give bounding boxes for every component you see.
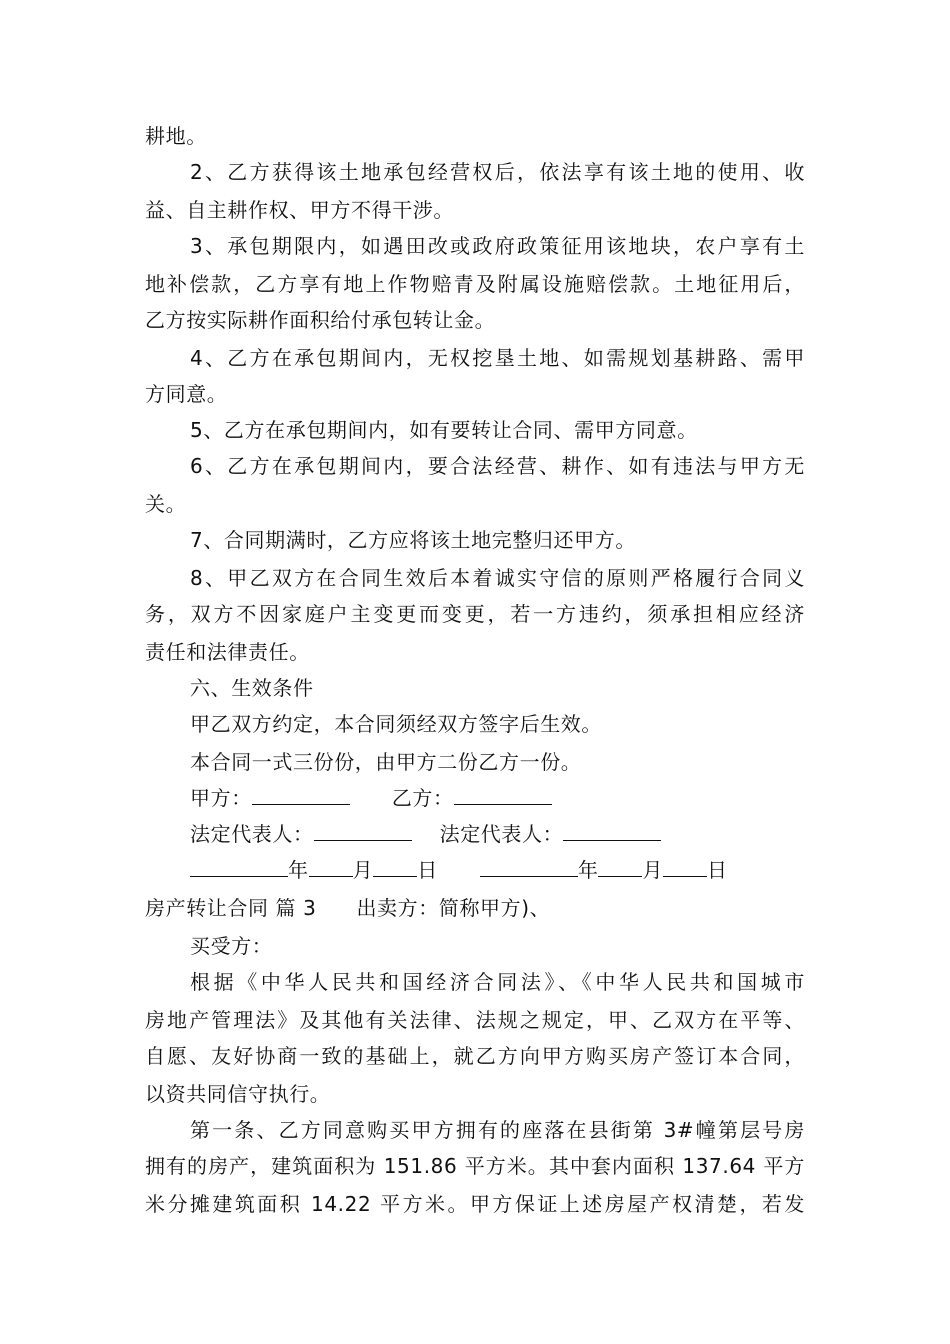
paragraph-line: 房地产管理法》及其他有关法律、法规之规定，甲、乙双方在平等、 <box>145 1008 805 1032</box>
paragraph-line: 本合同一式三份份，由甲方二份乙方一份。 <box>190 750 582 774</box>
day-b-label: 日 <box>707 858 728 882</box>
paragraph-line: 自愿、友好协商一致的基础上，就乙方向甲方购买房产签订本合同， <box>145 1044 805 1068</box>
year-a-blank <box>190 858 288 877</box>
signature-row-dates <box>190 856 728 884</box>
buyer-label: 买受方： <box>190 934 273 958</box>
contract-title-row <box>145 894 550 922</box>
paragraph-line: 3、承包期限内，如遇田改或政府政策征用该地块，农户享有土 <box>190 234 805 258</box>
paragraph-line: 8、甲乙双方在合同生效后本着诚实守信的原则严格履行合同义 <box>190 566 805 590</box>
month-a-label: 月 <box>352 858 374 882</box>
paragraph-line: 6、乙方在承包期间内，要合法经营、耕作、如有违法与甲方无 <box>190 454 805 478</box>
rep-b-blank <box>563 822 661 841</box>
day-a-label: 日 <box>417 858 438 882</box>
paragraph-line: 拥有的房产，建筑面积为 151.86 平方米。其中套内面积 137.64 平方 <box>145 1154 805 1178</box>
rep-a-blank <box>314 822 412 841</box>
paragraph-line: 4、乙方在承包期间内，无权挖垦土地、如需规划基耕路、需甲 <box>190 346 805 370</box>
paragraph-line: 2、乙方获得该土地承包经营权后，依法享有该土地的使用、收 <box>190 160 805 184</box>
paragraph-line: 乙方按实际耕作面积给付承包转让金。 <box>145 308 496 332</box>
year-a-label: 年 <box>288 858 309 882</box>
rep-b-label: 法定代表人： <box>439 822 564 846</box>
month-b-blank <box>598 858 642 877</box>
rep-a-label: 法定代表人： <box>190 822 314 846</box>
paragraph-line: 以资共同信守执行。 <box>145 1082 331 1106</box>
contract-title: 房产转让合同 篇 3 <box>145 896 317 920</box>
section-heading: 六、生效条件 <box>190 676 314 700</box>
paragraph-line: 方同意。 <box>145 382 228 406</box>
paragraph-line: 米分摊建筑面积 14.22 平方米。甲方保证上述房屋产权清楚，若发 <box>145 1192 805 1216</box>
seller-label: 出卖方：简称甲方)、 <box>356 896 551 920</box>
month-a-blank <box>309 858 353 877</box>
paragraph-line: 第一条、乙方同意购买甲方拥有的座落在县街第 3#幢第层号房 <box>190 1118 805 1142</box>
month-b-label: 月 <box>642 858 664 882</box>
paragraph-line: 益、自主耕作权、甲方不得干涉。 <box>145 198 454 222</box>
party-a-blank <box>252 786 350 805</box>
paragraph-line: 根据《中华人民共和国经济合同法》、《中华人民共和国城市 <box>190 970 805 994</box>
signature-row-parties <box>190 784 552 812</box>
paragraph-line: 5、乙方在承包期间内，如有要转让合同、需甲方同意。 <box>190 418 698 442</box>
day-a-blank <box>373 858 417 877</box>
paragraph-line: 责任和法律责任。 <box>145 640 310 664</box>
party-b-blank <box>454 786 552 805</box>
day-b-blank <box>663 858 707 877</box>
party-a-label: 甲方： <box>190 786 252 810</box>
paragraph-line: 甲乙双方约定，本合同须经双方签字后生效。 <box>190 712 602 736</box>
paragraph-line: 耕地。 <box>145 124 207 148</box>
party-b-label: 乙方： <box>391 786 454 810</box>
paragraph-line: 地补偿款，乙方享有地上作物赔青及附属设施赔偿款。土地征用后， <box>145 272 805 296</box>
year-b-blank <box>480 858 578 877</box>
paragraph-line: 7、合同期满时，乙方应将该土地完整归还甲方。 <box>190 528 636 552</box>
signature-row-representatives <box>190 820 661 848</box>
paragraph-line: 务，双方不因家庭户主变更而变更，若一方违约，须承担相应经济 <box>145 602 805 626</box>
paragraph-line: 关。 <box>145 492 187 516</box>
year-b-label: 年 <box>577 858 599 882</box>
